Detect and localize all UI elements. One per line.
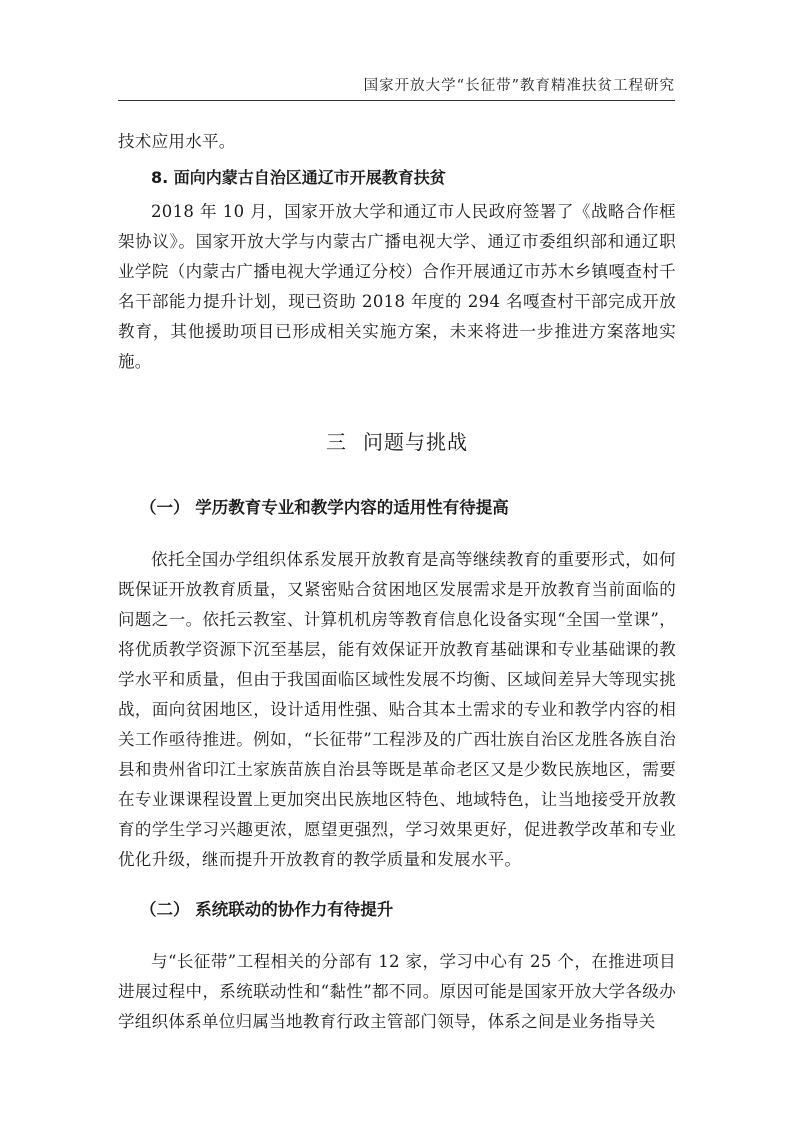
header-rule: [118, 100, 675, 101]
running-header: 国家开放大学“长征带”教育精准扶贫工程研究: [363, 78, 675, 94]
section-1-paragraph: 依托全国办学组织体系发展开放教育是高等继续教育的重要形式，如何既保证开放教育质量，又紧密贴合贫困地区发展需求是开放教育当前面临的问题之一。依托云教室、计算机机房等教育信息化设备实现“全国一堂课”，将优质教学资源下沉至基层，能有效保证开放教育基础课和专业基础课的教学水平和质量，但由于我国面临区域性发展不均衡、区域间差异大等现实挑战，面向贫困地区，设计适用性强、贴合其本土需求的专业和教学内容的相关工作亟待推进。例如，“长征带”工程涉及的广西壮族自治区龙胜各族自治县和贵州省印江土家族苗族自治县等既是革命老区又是少数民族地区，需要在专业课课程设置上更加突出民族地区特色、地域特色，让当地接受开放教育的学生学习兴趣更浓，愿望更强烈，学习效果更好，促进教学改革和专业优化升级，继而提升开放教育的教学质量和发展水平。: [118, 550, 676, 869]
section-heading-1: （一） 学历教育专业和教学内容的适用性有待提高: [140, 498, 509, 517]
section-2-paragraph: 与“长征带”工程相关的分部有 12 家，学习中心有 25 个，在推进项目进展过程中，系统联动性和“黏性”都不同。原因可能是国家开放大学各级办学组织体系单位归属当地教育行政主管部门领导，体系之间是业务指导关: [118, 952, 676, 1031]
chapter-number: 三: [326, 430, 347, 454]
item-heading-8: 8. 面向内蒙古自治区通辽市开展教育扶贫: [151, 168, 446, 187]
item-8-paragraph: 2018 年 10 月，国家开放大学和通辽市人民政府签署了《战略合作框架协议》。国家开放大学与内蒙古广播电视大学、通辽市委组织部和通辽职业学院（内蒙古广播电视大学通辽分校）合作开展通辽市苏木乡镇嘎查村千名干部能力提升计划，现已资助 2018 年度的 294 名嘎查村干部完成开放教育，其他援助项目已形成相关实施方案，未来将进一步推进方案落地实施。: [118, 202, 676, 371]
page-content: [118, 127, 676, 1037]
section-heading-2: （二） 系统联动的协作力有待提升: [140, 900, 394, 919]
continued-paragraph: 技术应用水平。: [118, 132, 236, 151]
chapter-title: 问题与挑战: [363, 430, 468, 454]
chapter-heading: [118, 427, 676, 457]
